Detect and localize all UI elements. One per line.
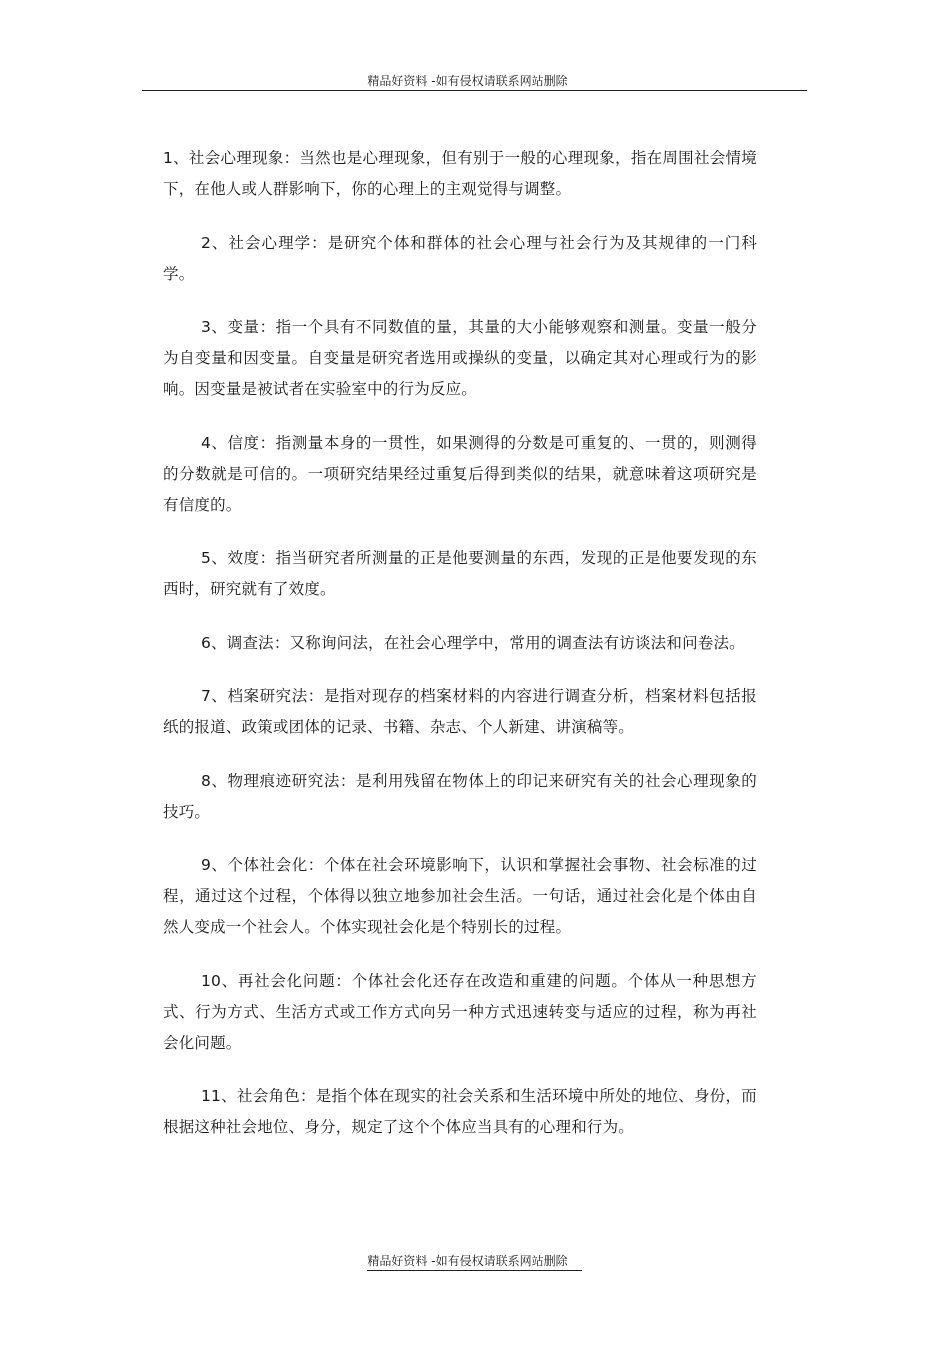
paragraph-1: 1、社会心理现象：当然也是心理现象，但有别于一般的心理现象，指在周围社会情境下，在他人或人群影响下，你的心理上的主观觉得与调整。	[163, 149, 757, 198]
paragraph-2: 2、社会心理学：是研究个体和群体的社会心理与社会行为及其规律的一门科学。	[163, 233, 757, 283]
document-body	[163, 143, 757, 1166]
paragraph-10: 10、再社会化问题：个体社会化还存在改造和重建的问题。个体从一种思想方式、行为方式、生活方式或工作方式向另一种方式迅速转变与适应的过程，称为再社会化问题。	[163, 971, 757, 1052]
paragraph-5: 5、效度：指当研究者所测量的正是他要测量的东西，发现的正是他要发现的东西时，研究就有了效度。	[163, 549, 757, 598]
page-header	[142, 70, 807, 91]
paragraph-4: 4、信度：指测量本身的一贯性，如果测得的分数是可重复的、一贯的，则测得的分数就是可信的。一项研究结果经过重复后得到类似的结果，就意味着这项研究是有信度的。	[163, 433, 757, 514]
page-footer	[142, 1250, 807, 1271]
paragraph-7: 7、档案研究法：是指对现存的档案材料的内容进行调查分析，档案材料包括报纸的报道、政策或团体的记录、书籍、杂志、个人新建、讲演稿等。	[163, 687, 757, 736]
footer-text: 精品好资料 -如有侵权请联系网站删除	[367, 1252, 581, 1271]
paragraph-9: 9、个体社会化：个体在社会环境影响下，认识和掌握社会事物、社会标准的过程，通过这个过程，个体得以独立地参加社会生活。一句话，通过社会化是个体由自然人变成一个社会人。个体实现社会化是个特别长的过程。	[163, 856, 757, 936]
header-text: 精品好资料 -如有侵权请联系网站删除	[367, 74, 568, 88]
paragraph-8: 8、物理痕迹研究法：是利用残留在物体上的印记来研究有关的社会心理现象的技巧。	[163, 771, 757, 821]
paragraph-3: 3、变量：指一个具有不同数值的量，其量的大小能够观察和测量。变量一般分为自变量和因变量。自变量是研究者选用或操纵的变量，以确定其对心理或行为的影响。因变量是被试者在实验室中的行为反应。	[163, 318, 757, 398]
paragraph-6: 6、调查法：又称询问法，在社会心理学中，常用的调查法有访谈法和问卷法。	[201, 633, 745, 652]
paragraph-11: 11、社会角色：是指个体在现实的社会关系和生活环境中所处的地位、身份，而根据这种社会地位、身分，规定了这个个体应当具有的心理和行为。	[163, 1087, 757, 1136]
